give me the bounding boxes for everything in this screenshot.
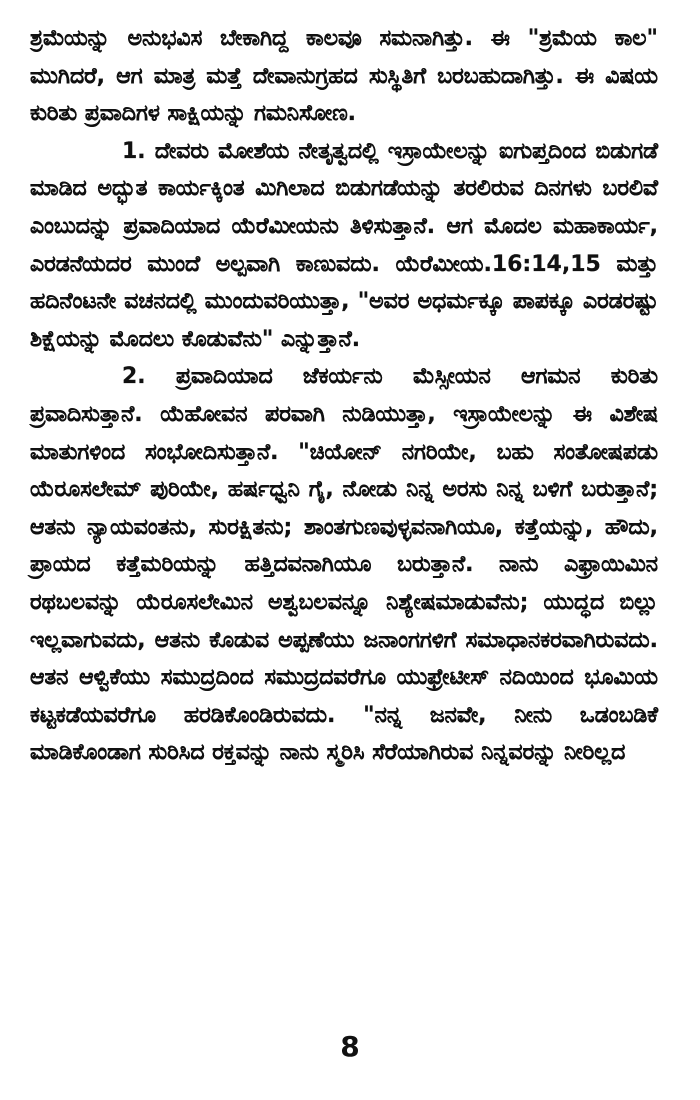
- paragraph-3: 2. ಪ್ರವಾದಿಯಾದ ಜೆಕರ್ಯನು ಮೆಸ್ಸೀಯನ ಆಗಮನ ಕುರಿತು ಪ್ರವಾದಿಸುತ್ತಾನೆ. ಯೆಹೋವನ ಪರವಾಗಿ ನುಡಿಯುತ್ತಾ, ಇಸ್ರಾಯೇಲನ್ನು ಈ ವಿಶೇಷ ಮಾತುಗಳಿಂದ ಸಂಭೋದಿಸುತ್ತಾನೆ. "ಚಿಯೋನ್ ನಗರಿಯೇ, ಬಹು ಸಂತೋಷಪಡು ಯೆರೂಸಲೇಮ್ ಪುರಿಯೇ, ಹರ್ಷಧ್ವನಿ ಗೈ, ನೋಡು ನಿನ್ನ ಅರಸು ನಿನ್ನ ಬಳಿಗೆ ಬರುತ್ತಾನೆ; ಆತನು ನ್ಯಾಯವಂತನು, ಸುರಕ್ಷಿತನು; ಶಾಂತಗುಣವುಳ್ಳವನಾಗಿಯೂ, ಕತ್ತೆಯನ್ನು, ಹೌದು, ಪ್ರಾಯದ ಕತ್ತೆಮರಿಯನ್ನು ಹತ್ತಿದವನಾಗಿಯೂ ಬರುತ್ತಾನೆ. ನಾನು ಎಫ್ರಾಯಿಮಿನ ರಥಬಲವನ್ನು ಯೆರೂಸಲೇಮಿನ ಅಶ್ವಬಲವನ್ನೂ ನಿಶ್ಯೇಷಮಾಡುವೆನು; ಯುದ್ಧದ ಬಿಲ್ಲು ಇಲ್ಲವಾಗುವದು, ಆತನು ಕೊಡುವ ಅಪ್ಪಣೆಯು ಜನಾಂಗಗಳಿಗೆ ಸಮಾಧಾನಕರವಾಗಿರುವದು. ಆತನ ಆಳ್ವಿಕೆಯು ಸಮುದ್ರದಿಂದ ಸಮುದ್ರದವರೆಗೂ ಯುಫ್ರೇಟೀಸ್ ನದಿಯಿಂದ ಭೂಮಿಯ ಕಟ್ಟಕಡೆಯವರೆಗೂ ಹರಡಿಕೊಂಡಿರುವದು. "ನನ್ನ ಜನವೇ, ನೀನು ಒಡಂಬಡಿಕೆ ಮಾಡಿಕೊಂಡಾಗ ಸುರಿಸಿದ ರಕ್ತವನ್ನು ನಾನು ಸ್ಮರಿಸಿ ಸೆರೆಯಾಗಿರುವ ನಿನ್ನವರನ್ನು ನೀರಿಲ್ಲದ: [30, 364, 658, 766]
- page-body: [30, 20, 658, 772]
- paragraph-2: 1. ದೇವರು ಮೋಶೆಯ ನೇತೃತ್ವದಲ್ಲಿ ಇಸ್ರಾಯೇಲನ್ನು ಐಗುಪ್ತದಿಂದ ಬಿಡುಗಡೆ ಮಾಡಿದ ಅದ್ಭುತ ಕಾರ್ಯಕ್ಕಿಂತ ಮಿಗಿಲಾದ ಬಿಡುಗಡೆಯನ್ನು ತರಲಿರುವ ದಿನಗಳು ಬರಲಿವೆ ಎಂಬುದನ್ನು ಪ್ರವಾದಿಯಾದ ಯೆರೆಮೀಯನು ತಿಳಿಸುತ್ತಾನೆ. ಆಗ ಮೊದಲ ಮಹಾಕಾರ್ಯ, ಎರಡನೆಯದರ ಮುಂದೆ ಅಲ್ಪವಾಗಿ ಕಾಣುವದು. ಯೆರೆಮೀಯ.16:14,15 ಮತ್ತು ಹದಿನೆಂಟನೇ ವಚನದಲ್ಲಿ ಮುಂದುವರಿಯುತ್ತಾ, "ಅವರ ಅಧರ್ಮಕ್ಕೂ ಪಾಪಕ್ಕೂ ಎರಡರಷ್ಟು ಶಿಕ್ಷೆಯನ್ನು ಮೊದಲು ಕೊಡುವೆನು" ಎನ್ನುತ್ತಾನೆ.: [30, 138, 658, 352]
- page-number: 8: [340, 1030, 360, 1063]
- paragraph-1: ಶ್ರಮೆಯನ್ನು ಅನುಭವಿಸ ಬೇಕಾಗಿದ್ದ ಕಾಲವೂ ಸಮನಾಗಿತ್ತು. ಈ "ಶ್ರಮೆಯ ಕಾಲ" ಮುಗಿದರೆ, ಆಗ ಮಾತ್ರ ಮತ್ತೆ ದೇವಾನುಗ್ರಹದ ಸುಸ್ಥಿತಿಗೆ ಬರಬಹುದಾಗಿತ್ತು. ಈ ವಿಷಯ ಕುರಿತು ಪ್ರವಾದಿಗಳ ಸಾಕ್ಷಿಯನ್ನು ಗಮನಿಸೋಣ.: [30, 26, 658, 127]
